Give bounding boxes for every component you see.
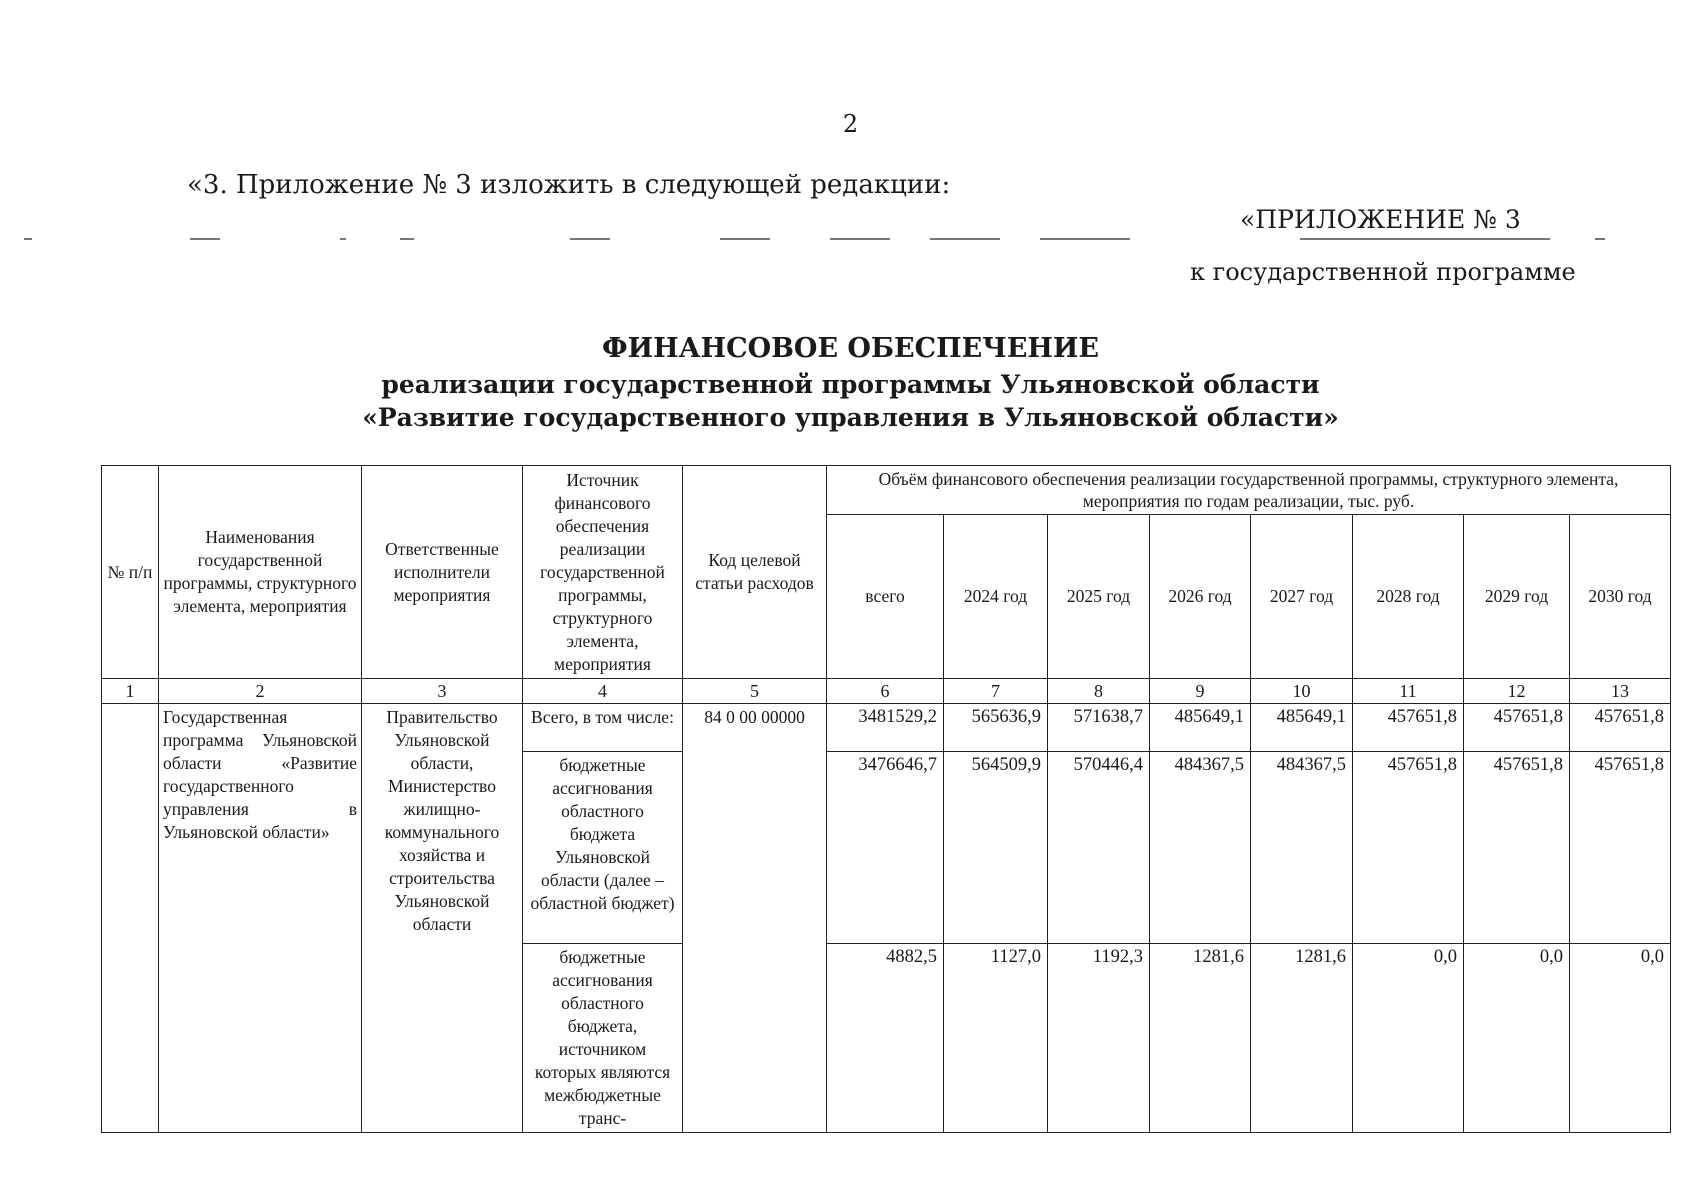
appendix-title: «ПРИЛОЖЕНИЕ № 3	[1240, 205, 1521, 234]
header-executors: Ответственные исполнители мероприятия	[362, 466, 523, 679]
heading-line-1: ФИНАНСОВОЕ ОБЕСПЕЧЕНИЕ	[601, 333, 1100, 364]
source-regional-budget: бюджетные ассигнования областного бюджета Ульяновской области (далее – областной бюджет)	[523, 752, 683, 944]
intro-text: «3. Приложение № 3 изложить в следующей редакции:	[187, 170, 951, 200]
header-source: Источник финансового обеспечения реализации государственной программы, структурного элемента, мероприятия	[523, 466, 683, 679]
value-2026: 485649,1	[1150, 704, 1251, 752]
value-2030: 457651,8	[1570, 752, 1671, 944]
value-2025: 571638,7	[1048, 704, 1150, 752]
page-number: 2	[842, 110, 859, 138]
source-federal-transfers: бюджетные ассигнования областного бюджета, источником которых являются межбюджетные транс-	[523, 944, 683, 1133]
table-row	[102, 704, 1671, 752]
header-row-1	[102, 466, 1671, 515]
header-year-2024: 2024 год	[944, 515, 1048, 679]
value-2028: 457651,8	[1353, 752, 1464, 944]
value-2025: 570446,4	[1048, 752, 1150, 944]
heading-line-3: «Развитие государственного управления в Ульяновской области»	[362, 403, 1339, 432]
column-number: 8	[1048, 679, 1150, 704]
column-number: 1	[102, 679, 159, 704]
header-total: всего	[827, 515, 944, 679]
header-year-2027: 2027 год	[1251, 515, 1353, 679]
value-total: 4882,5	[827, 944, 944, 1133]
target-code: 84 0 00 00000	[683, 704, 827, 1133]
value-2025: 1192,3	[1048, 944, 1150, 1133]
source-total: Всего, в том числе:	[523, 704, 683, 752]
column-number: 6	[827, 679, 944, 704]
column-number: 10	[1251, 679, 1353, 704]
column-number: 4	[523, 679, 683, 704]
header-year-2025: 2025 год	[1048, 515, 1150, 679]
value-2024: 565636,9	[944, 704, 1048, 752]
program-executors: Правительство Ульяновской области, Министерство жилищно-коммунального хозяйства и строительства Ульяновской области	[362, 704, 523, 1133]
header-year-2026: 2026 год	[1150, 515, 1251, 679]
value-total: 3481529,2	[827, 704, 944, 752]
column-number: 13	[1570, 679, 1671, 704]
value-2027: 485649,1	[1251, 704, 1353, 752]
value-2028: 0,0	[1353, 944, 1464, 1133]
value-2024: 564509,9	[944, 752, 1048, 944]
header-code: Код целевой статьи расходов	[683, 466, 827, 679]
value-total: 3476646,7	[827, 752, 944, 944]
value-2029: 457651,8	[1464, 752, 1570, 944]
value-2024: 1127,0	[944, 944, 1048, 1133]
row-number	[102, 704, 159, 1133]
value-2027: 1281,6	[1251, 944, 1353, 1133]
column-number: 7	[944, 679, 1048, 704]
column-number-row	[102, 679, 1671, 704]
column-number: 9	[1150, 679, 1251, 704]
value-2029: 457651,8	[1464, 704, 1570, 752]
header-volume: Объём финансового обеспечения реализации государственной программы, структурного элемента, мероприятия по годам реализации, тыс. руб.	[827, 466, 1671, 515]
value-2026: 1281,6	[1150, 944, 1251, 1133]
column-number: 3	[362, 679, 523, 704]
header-year-2030: 2030 год	[1570, 515, 1671, 679]
appendix-subtitle: к государственной программе	[1190, 258, 1576, 286]
program-name: Государственная программа Ульяновской области «Развитие государственного управления в Ульяновской области»	[159, 704, 362, 1133]
value-2029: 0,0	[1464, 944, 1570, 1133]
heading-line-2: реализации государственной программы Ульяновской области	[381, 370, 1320, 399]
value-2030: 0,0	[1570, 944, 1671, 1133]
header-year-2028: 2028 год	[1353, 515, 1464, 679]
header-year-2029: 2029 год	[1464, 515, 1570, 679]
column-number: 11	[1353, 679, 1464, 704]
value-2030: 457651,8	[1570, 704, 1671, 752]
column-number: 2	[159, 679, 362, 704]
value-2028: 457651,8	[1353, 704, 1464, 752]
value-2026: 484367,5	[1150, 752, 1251, 944]
header-num: № п/п	[102, 466, 159, 679]
column-number: 5	[683, 679, 827, 704]
column-number: 12	[1464, 679, 1570, 704]
header-name: Наименования государственной программы, структурного элемента, мероприятия	[159, 466, 362, 679]
value-2027: 484367,5	[1251, 752, 1353, 944]
financing-table	[101, 465, 1671, 1133]
